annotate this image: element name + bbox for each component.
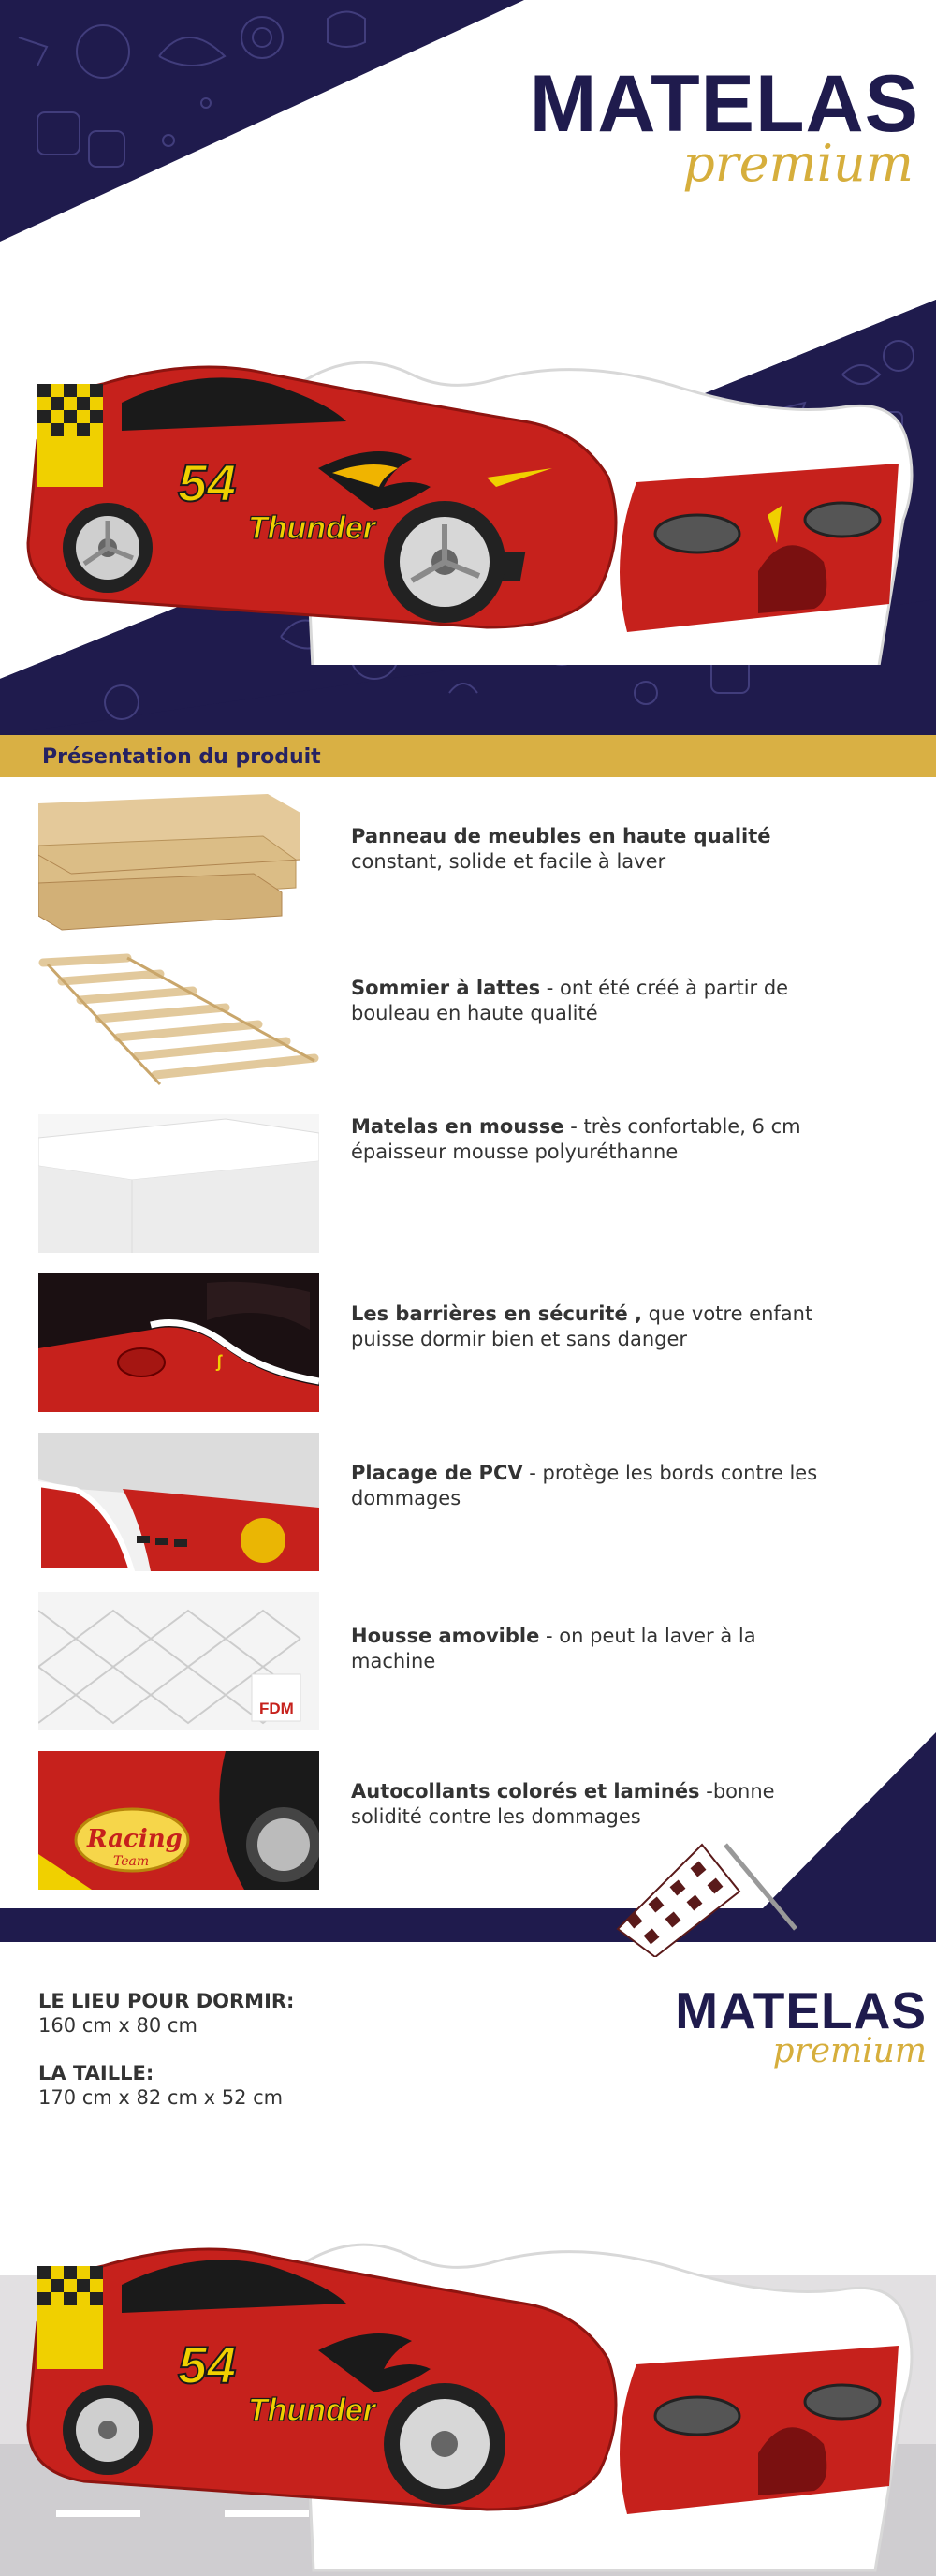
size-label: LA TAILLE: [38,2062,154,2084]
product-presentation-header [0,735,936,777]
brand-logo-top [529,59,919,193]
feature-title: Panneau de meubles en haute qualité [351,825,771,847]
slatted-base-thumbnail [38,953,319,1092]
feature-separator: - [540,977,561,999]
feature-text [351,1302,838,1352]
feature-description: très confortable, 6 cm épaisseur mousse polyuréthanne [351,1115,801,1163]
feature-text [351,1461,838,1511]
car-number-text: 54 [178,2335,237,2394]
hero-banner [0,0,936,735]
feature-title: Sommier à lattes [351,977,541,999]
car-name-text: Thunder [248,2392,375,2428]
feature-description: constant, solide et facile à laver [351,850,666,873]
removable-cover-thumbnail [38,1592,319,1730]
feature-title: Autocollants colorés et laminés [351,1780,700,1803]
sleeping-area-label: LE LIEU POUR DORMIR: [38,1990,295,2012]
feature-description: ont été créé à partir de bouleau en haute qualité [351,977,789,1024]
feature-separator [642,1303,649,1325]
brand-script: premium [772,2032,927,2070]
car-name-text: Thunder [248,510,375,546]
feature-description: bonne solidité contre les dommages [351,1780,775,1828]
feature-title: Les barrières en sécurité , [351,1303,642,1325]
wood-panels-thumbnail [38,794,319,933]
car-bed-image [19,346,917,665]
foam-mattress-thumbnail [38,1114,319,1253]
feature-description: on peut la laver à la machine [351,1625,756,1672]
feature-title: Housse amovible [351,1625,540,1647]
feature-title: Placage de PCV [351,1462,523,1484]
feature-text [351,1624,838,1674]
size-value: 170 cm x 82 cm x 52 cm [38,2086,284,2109]
feature-description: que votre enfant puisse dormir bien et sans danger [351,1303,813,1350]
pvc-edge-thumbnail [38,1433,319,1571]
brand-logo-bottom [675,1981,927,2070]
safety-barrier-thumbnail [38,1273,319,1412]
section-title: Présentation du produit [42,745,321,769]
flag-divider [0,1732,936,1957]
feature-description: protège les bords contre les dommages [351,1462,818,1509]
feature-title: Matelas en mousse [351,1115,564,1138]
car-bed-scene [0,2201,936,2576]
feature-separator: - [563,1115,584,1138]
sticker-racing-text: Racing [87,1825,183,1853]
sticker-team-text: Team [113,1854,150,1869]
feature-text [351,976,838,1026]
feature-text [351,1114,838,1165]
svg-text:ʃ: ʃ [216,1352,222,1371]
feature-separator: - [699,1780,713,1803]
sleeping-area-value: 160 cm x 80 cm [38,2014,197,2037]
feature-separator: - [539,1625,560,1647]
fdm-tag-text: FDM [259,1700,294,1717]
feature-separator: - [522,1462,543,1484]
car-number-text: 54 [178,453,237,512]
feature-text [351,824,838,875]
brand-script: premium [682,134,914,193]
product-specs [38,1989,294,2110]
brand-word: MATELAS [675,1981,927,2039]
brand-word: MATELAS [529,59,919,149]
